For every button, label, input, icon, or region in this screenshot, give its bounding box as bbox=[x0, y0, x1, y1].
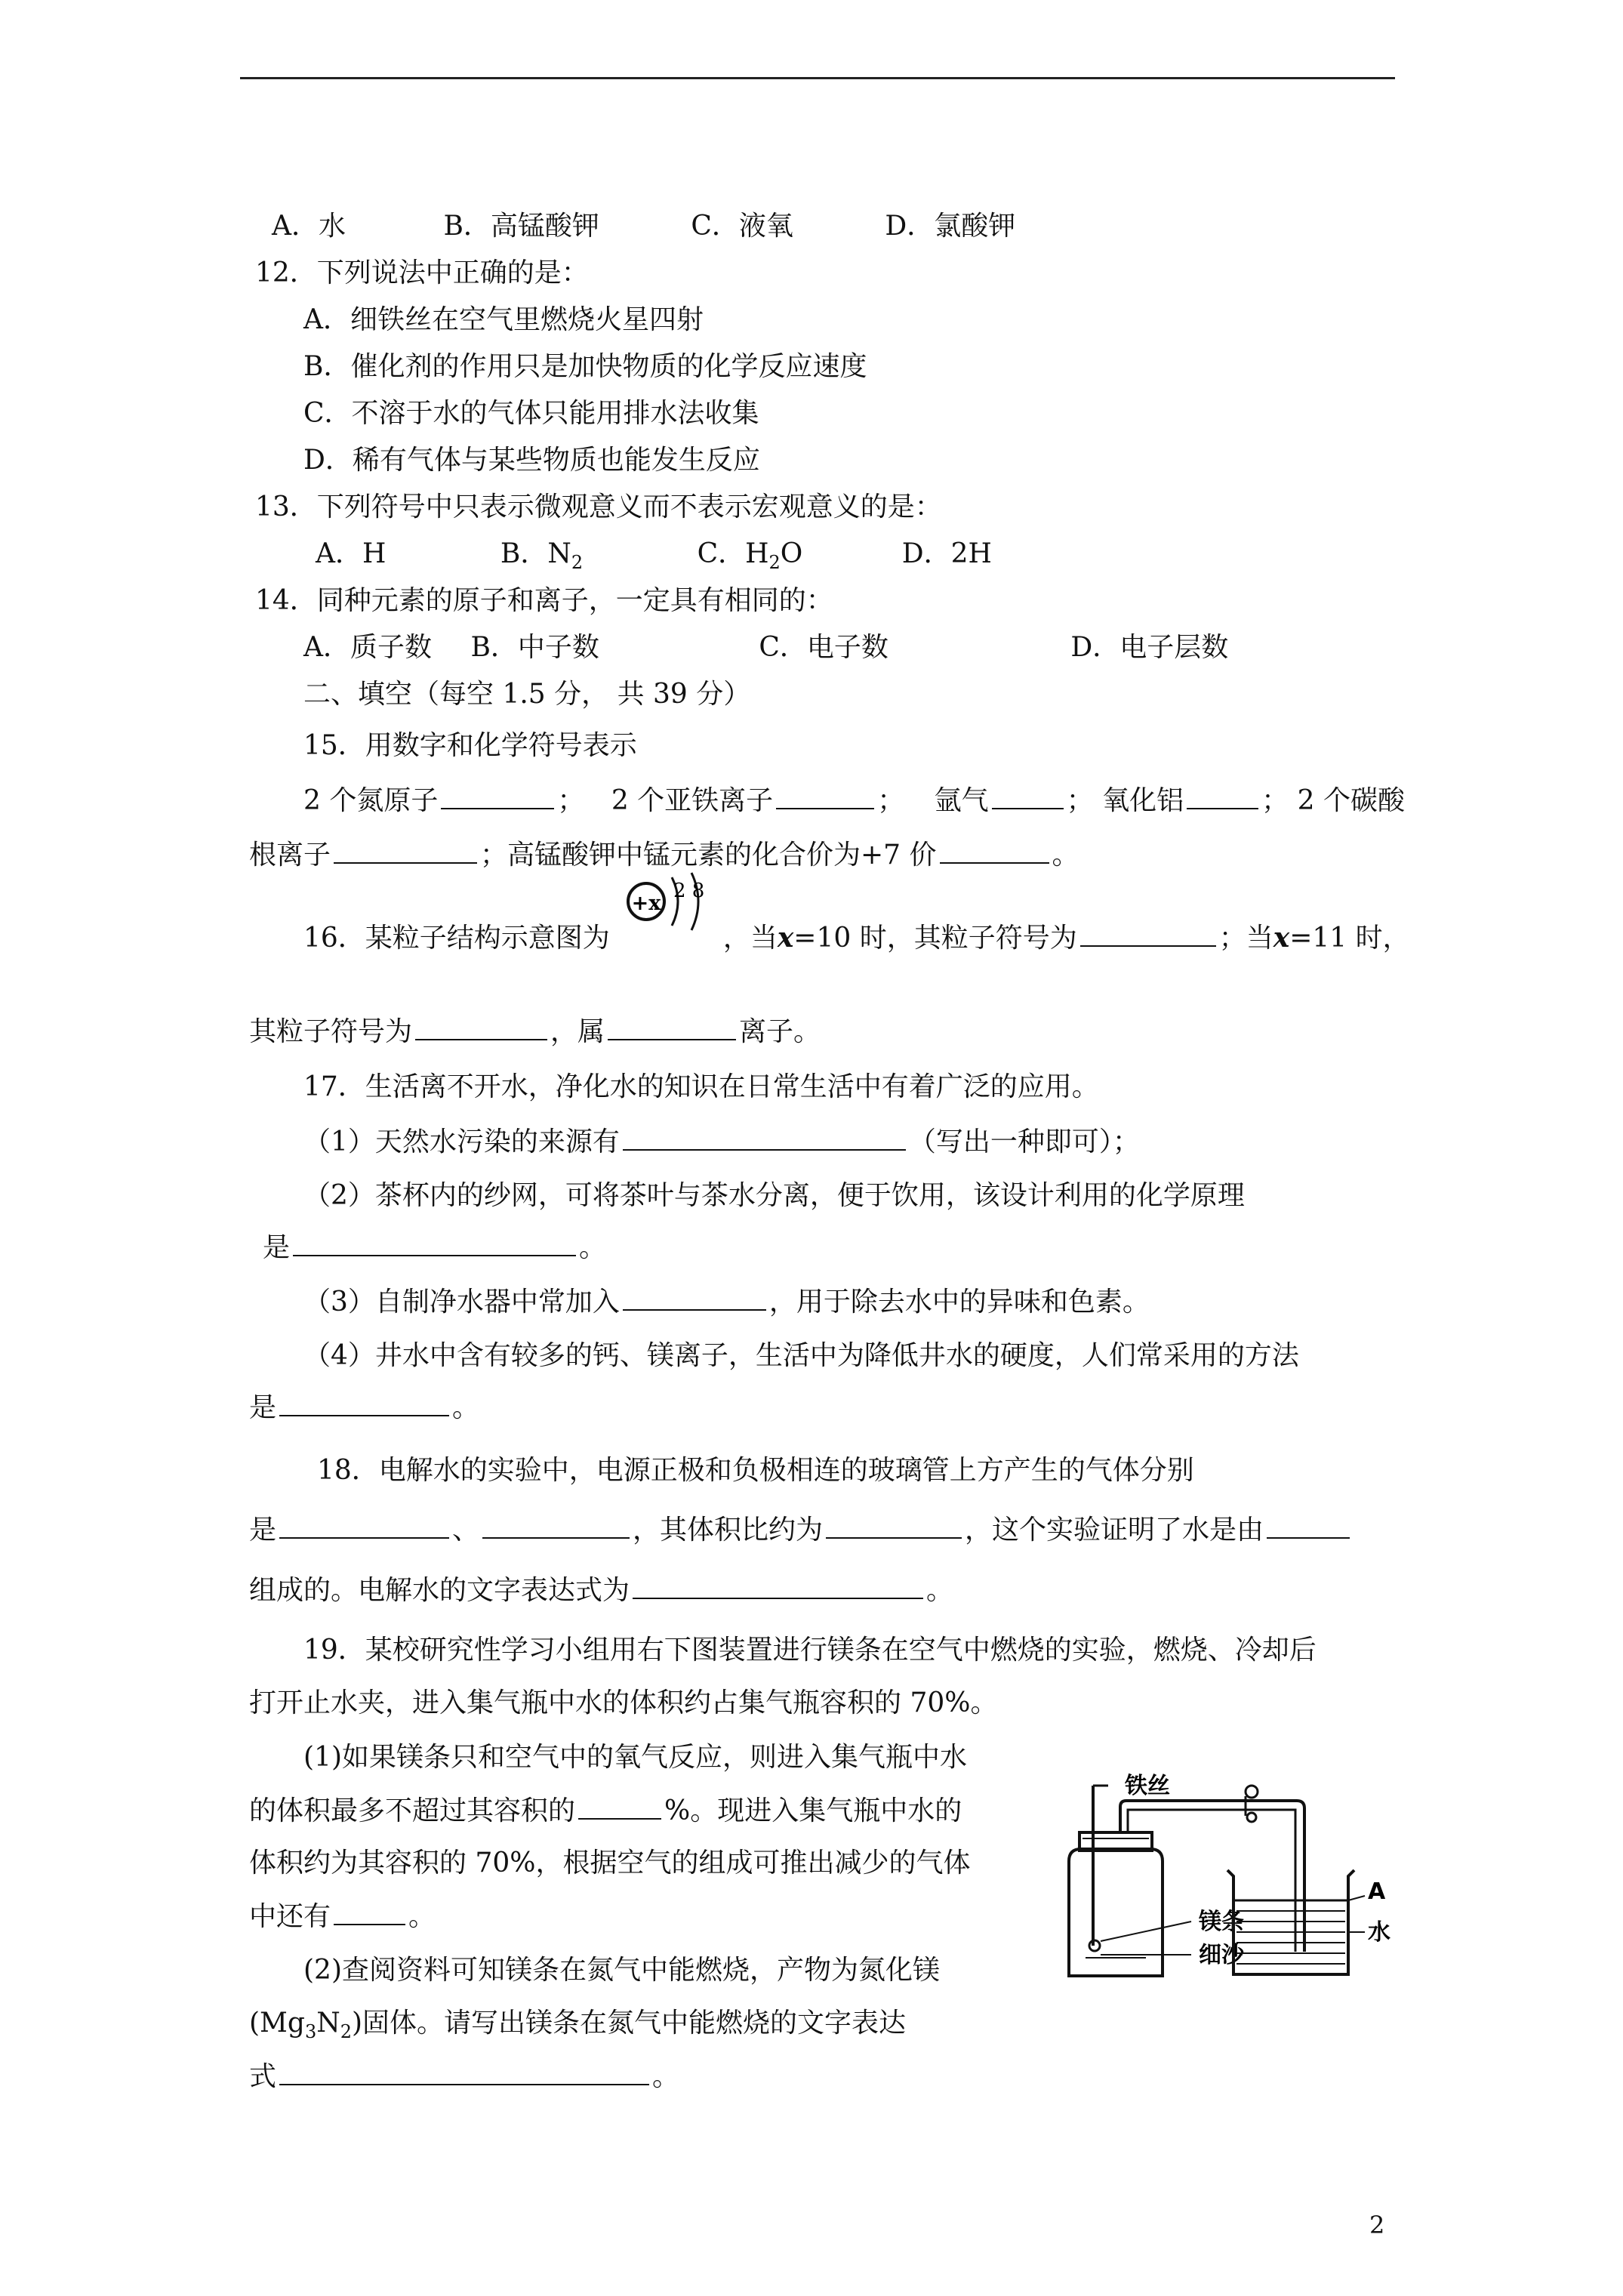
header-rule bbox=[240, 77, 1395, 79]
answer-blank[interactable] bbox=[940, 838, 1049, 864]
q11-option-d: D．氯酸钾 bbox=[885, 211, 1016, 242]
answer-blank[interactable] bbox=[623, 1285, 766, 1311]
q15-line2: 根离子 ；高锰酸钾中锰元素的化合价为+7 价 。 bbox=[249, 840, 1079, 871]
answer-blank[interactable] bbox=[1267, 1513, 1350, 1539]
q13-option-d: D．2H bbox=[901, 538, 992, 569]
answer-blank[interactable] bbox=[826, 1513, 962, 1539]
answer-blank[interactable] bbox=[279, 1513, 449, 1539]
q14-option-b: B．中子数 bbox=[470, 632, 599, 663]
q17-sub2-answer: 是 。 bbox=[263, 1232, 607, 1263]
answer-blank[interactable] bbox=[334, 838, 477, 864]
answer-blank[interactable] bbox=[279, 2060, 649, 2085]
answer-blank[interactable] bbox=[334, 1900, 405, 1925]
answer-blank[interactable] bbox=[608, 1015, 736, 1040]
q18-line2: 是 、 ，其体积比约为 ，这个实验证明了水是由 bbox=[249, 1513, 1353, 1546]
answer-blank[interactable] bbox=[623, 1125, 906, 1151]
label-magnesium: 镁条 bbox=[1199, 1909, 1244, 1935]
shell-electron-counts: 2 8 bbox=[673, 880, 705, 902]
q14-option-a: A．质子数 bbox=[303, 632, 432, 663]
nucleus-label: +x bbox=[631, 892, 661, 915]
q12-stem: 12．下列说法中正确的是： bbox=[255, 257, 589, 288]
q18-line3: 组成的。电解水的文字表达式为 。 bbox=[249, 1575, 954, 1606]
page-number: 2 bbox=[1369, 2211, 1385, 2239]
atomic-structure-diagram bbox=[625, 870, 723, 953]
q15-stem: 15．用数字和化学符号表示 bbox=[303, 730, 637, 761]
q12-option-a: A．细铁丝在空气里燃烧火星四射 bbox=[303, 304, 704, 335]
section-heading: 二、填空（每空 1.5 分， 共 39 分） bbox=[303, 679, 751, 710]
q19-part2-line2: $(Mg_3N_2)$固体。请写出镁条在氮气中能燃烧的文字表达 bbox=[249, 2008, 907, 2043]
answer-blank[interactable] bbox=[441, 784, 554, 809]
q19-part1-line4: 中还有 。 bbox=[249, 1901, 436, 1932]
q16-line1: 16．某粒子结构示意图为 ，当x=10 时，其粒子符号为 ；当x=11 时， bbox=[303, 922, 1410, 954]
answer-blank[interactable] bbox=[992, 784, 1064, 809]
answer-blank[interactable] bbox=[1080, 921, 1216, 947]
answer-blank[interactable] bbox=[1187, 784, 1258, 809]
label-sand: 细沙 bbox=[1199, 1942, 1244, 1968]
label-water: 水 bbox=[1368, 1919, 1390, 1946]
answer-blank[interactable] bbox=[482, 1513, 630, 1539]
q16-line2: 其粒子符号为 ，属 离子。 bbox=[249, 1016, 821, 1047]
q19-part1-line2: 的体积最多不超过其容积的 %。现进入集气瓶中水的 bbox=[249, 1795, 962, 1826]
q14-option-c: C．电子数 bbox=[759, 632, 888, 663]
q19-part2-line1: (2)查阅资料可知镁条在氮气中能燃烧，产物为氮化镁 bbox=[303, 1955, 940, 1986]
answer-blank[interactable] bbox=[279, 1391, 449, 1416]
answer-blank[interactable] bbox=[578, 1794, 661, 1820]
answer-blank[interactable] bbox=[633, 1573, 923, 1599]
label-a: A bbox=[1368, 1878, 1386, 1905]
q15-line1: 2 个氮原子 ； 2 个亚铁离子 ； 氩气 ； 氧化铝 ； 2 个碳酸 bbox=[303, 785, 1405, 816]
q17-sub4: （4）井水中含有较多的钙、镁离子，生活中为降低井水的硬度，人们常采用的方法 bbox=[303, 1340, 1299, 1371]
q17-sub3: （3）自制净水器中常加入 ，用于除去水中的异味和色素。 bbox=[303, 1287, 1150, 1318]
label-iron-wire: 铁丝 bbox=[1125, 1773, 1170, 1799]
q19-part1-line1: (1)如果镁条只和空气中的氧气反应，则进入集气瓶中水 bbox=[303, 1742, 967, 1773]
answer-blank[interactable] bbox=[415, 1015, 547, 1040]
q11-option-c: C．液氧 bbox=[691, 211, 793, 242]
water-hatching bbox=[1236, 1911, 1345, 1964]
q11-options bbox=[272, 210, 1015, 242]
q12-option-d: D．稀有气体与某些物质也能发生反应 bbox=[303, 445, 760, 476]
q17-sub4-answer: 是 。 bbox=[249, 1392, 480, 1423]
q17-sub2: （2）茶杯内的纱网，可将茶叶与茶水分离，便于饮用，该设计利用的化学原理 bbox=[303, 1180, 1245, 1211]
q14-option-d: D．电子层数 bbox=[1070, 632, 1229, 663]
q11-option-a: A．水 bbox=[272, 211, 346, 242]
q13-option-c: C．$H_2O$ bbox=[697, 538, 803, 574]
q19-stem-line2: 打开止水夹，进入集气瓶中水的体积约占集气瓶容积的 70%。 bbox=[249, 1687, 998, 1718]
q14-stem: 14．同种元素的原子和离子，一定具有相同的： bbox=[255, 585, 833, 616]
q11-option-b: B．高锰酸钾 bbox=[443, 211, 599, 242]
q17-sub1: （1）天然水污染的来源有 （写出一种即可）； bbox=[303, 1126, 1140, 1157]
gas-collecting-bottle bbox=[1069, 1849, 1163, 1976]
magnesium-combustion-apparatus bbox=[1040, 1771, 1395, 1989]
answer-blank[interactable] bbox=[293, 1231, 576, 1256]
q13-stem: 13．下列符号中只表示微观意义而不表示宏观意义的是： bbox=[255, 492, 942, 522]
q17-stem: 17．生活离不开水，净化水的知识在日常生活中有着广泛的应用。 bbox=[303, 1071, 1099, 1102]
q13-option-b: B．$N_2$ bbox=[500, 538, 584, 574]
answer-blank[interactable] bbox=[776, 784, 874, 809]
q19-part1-line3: 体积约为其容积的 70%，根据空气的组成可推出减少的气体 bbox=[249, 1848, 971, 1878]
q18-stem: 18．电解水的实验中，电源正极和负极相连的玻璃管上方产生的气体分别 bbox=[317, 1455, 1194, 1486]
q14-options bbox=[303, 631, 1228, 664]
q13-options bbox=[316, 538, 992, 574]
q19-part2-line3: 式 。 bbox=[249, 2061, 680, 2092]
q19-stem-line1: 19．某校研究性学习小组用右下图装置进行镁条在空气中燃烧的实验，燃烧、冷却后 bbox=[303, 1635, 1317, 1666]
q12-option-c: C．不溶于水的气体只能用排水法收集 bbox=[303, 398, 759, 429]
q12-option-b: B．催化剂的作用只是加快物质的化学反应速度 bbox=[303, 351, 867, 382]
q13-option-a: A．H bbox=[316, 538, 387, 569]
